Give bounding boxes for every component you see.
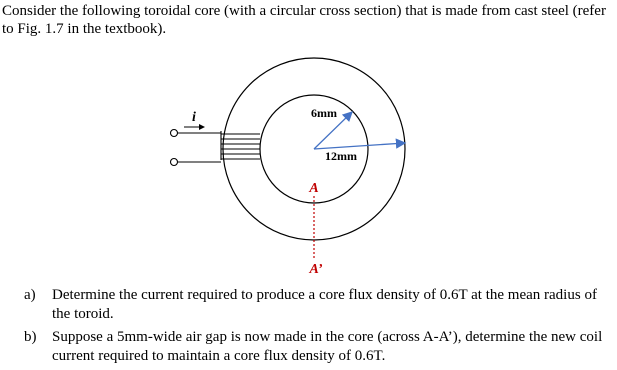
terminal-top: [171, 130, 178, 137]
coil-leads: [171, 130, 222, 166]
problem-intro: Consider the following toroidal core (with a circular cross section) that is made from cast steel (refer to Fig. 1.7 in the textbook).: [2, 3, 606, 37]
section-top-label: A: [309, 181, 319, 196]
question-b-text: Suppose a 5mm-wide air gap is now made in the core (across A-A’), determine the new coil current required to maintain a core flux density of 0.6T.: [52, 329, 603, 364]
inner-radius-label: 6mm: [311, 106, 337, 120]
section-bottom-label: A’: [309, 262, 323, 277]
question-a-marker: a): [24, 287, 36, 303]
question-a: [24, 286, 614, 324]
question-b: [24, 328, 614, 366]
terminal-bottom: [171, 159, 178, 166]
coil-winding: [221, 131, 260, 160]
question-a-text: Determine the current required to produce a core flux density of 0.6T at the mean radius of the toroid.: [52, 287, 597, 322]
current-label: i: [192, 110, 196, 125]
question-list: [24, 286, 614, 370]
outer-radius-label: 12mm: [325, 149, 357, 163]
question-b-marker: b): [24, 329, 37, 345]
